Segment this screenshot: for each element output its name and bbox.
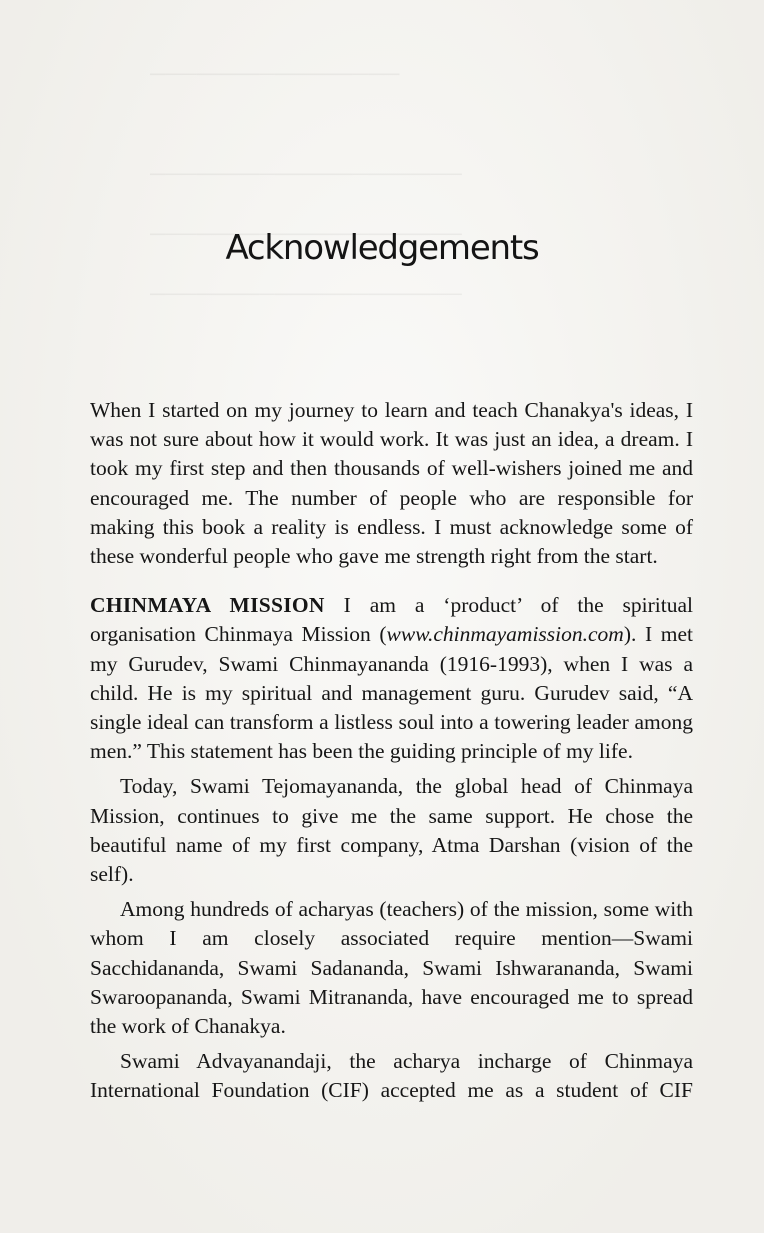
show-through-texture [150,280,764,308]
paragraph-text: I am a ‘product’ of the spiritual organisation Chinmaya Mission ( [90,593,693,647]
chinmaya-mission-paragraph [90,591,693,766]
show-through-texture [150,160,764,188]
acknowledgements-body [90,396,693,1112]
advayananda-paragraph: Swami Advayanandaji, the acharya incharge of Chinmaya International Foundation (CIF) accepted me as a student of CIF [90,1049,693,1103]
intro-paragraph: When I started on my journey to learn and teach Chanakya's ideas, I was not sure about how it would work. It was just an idea, a dream. I took my first step and then thousands of well-wishers joined me and encouraged me. The number of people who are responsible for making this book a reality is endless. I must acknowledge some of these wonderful people who gave me strength right from the start. [90,398,693,569]
show-through-texture [150,60,764,88]
paragraph-text: ). I met my Gurudev, Swami Chinmayananda (1916-1993), when I was a child. He is my spiritual and management guru. Gurudev said, “A single ideal can transform a listless soul into a towering leader among men.” This statement has been the guiding principle of my life. [90,622,693,764]
acharyas-paragraph: Among hundreds of acharyas (teachers) of the mission, some with whom I am closely associated require mention—Swami Sacchidananda, Swami Sadananda, Swami Ishwarananda, Swami Swaroopananda, Swami Mitrananda, have encouraged me to spread the work of Chanakya. [90,897,693,1039]
website-url: www.chinmayamission.com [386,622,624,647]
page-title: Acknowledgements [225,228,539,268]
today-paragraph: Today, Swami Tejomayananda, the global head of Chinmaya Mission, continues to give me the same support. He chose the beautiful name of my first company, Atma Darshan (vision of the self). [90,774,693,887]
section-heading: CHINMAYA MISSION [90,593,325,618]
